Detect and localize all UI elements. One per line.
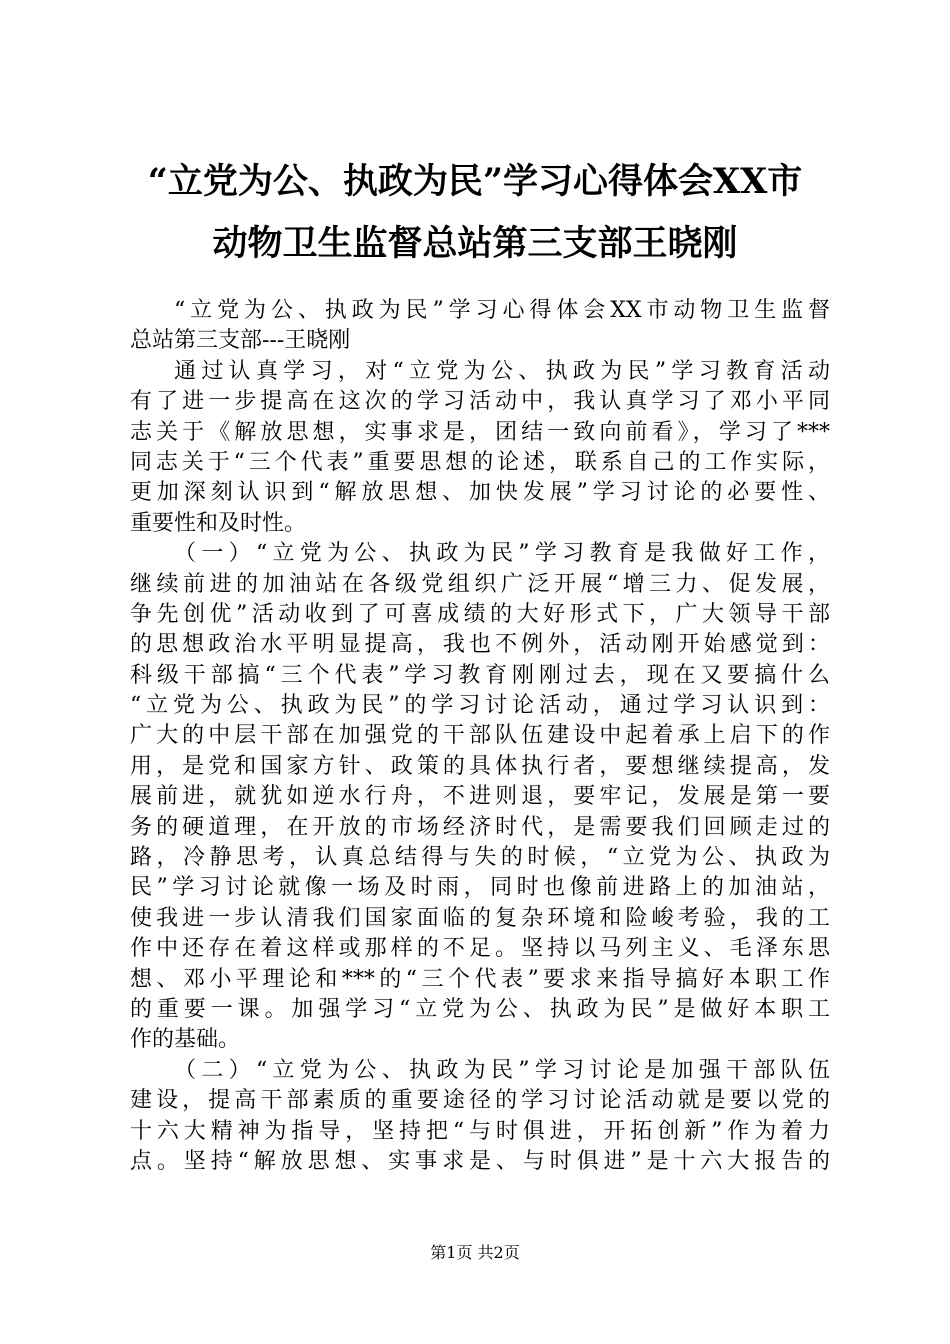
body-line: 民”学习讨论就像一场及时雨，同时也像前进路上的加油站，	[130, 875, 830, 901]
body-line: 点。坚持“解放思想、实事求是、与时俱进”是十六大报告的	[130, 1148, 830, 1174]
body-line: 想、邓小平理论和***的“三个代表”要求来指导搞好本职工作	[130, 966, 830, 992]
body-line: （二）“立党为公、执政为民”学习讨论是加强干部队伍	[174, 1057, 830, 1083]
body-line: 作中还存在着这样或那样的不足。坚持以马列主义、毛泽东思	[130, 936, 830, 962]
body-line: 争先创优”活动收到了可喜成绩的大好形式下，广大领导干部	[130, 601, 830, 627]
body-line: 通过认真学习，对“立党为公、执政为民”学习教育活动	[174, 358, 830, 384]
body-line: 使我进一步认清我们国家面临的复杂环境和险峻考验，我的工	[130, 905, 830, 931]
body-line: 重要性和及时性。	[130, 510, 307, 536]
page-number-footer: 第1页 共2页	[430, 1243, 520, 1262]
body-line: 务的硬道理，在开放的市场经济时代，是需要我们回顾走过的	[130, 814, 830, 840]
body-line: （一）“立党为公、执政为民”学习教育是我做好工作，	[174, 541, 830, 567]
body-line: 的重要一课。加强学习“立党为公、执政为民”是做好本职工	[130, 996, 830, 1022]
body-line: “立党为公、执政为民”学习心得体会XX市动物卫生监督	[174, 298, 830, 323]
body-line: 科级干部搞“三个代表”学习教育刚刚过去，现在又要搞什么	[130, 662, 830, 688]
body-line: “立党为公、执政为民”的学习讨论活动，通过学习认识到：	[130, 693, 830, 719]
body-line: 更加深刻认识到“解放思想、加快发展”学习讨论的必要性、	[130, 480, 830, 506]
body-line: 用，是党和国家方针、政策的具体执行者，要想继续提高，发	[130, 753, 830, 779]
body-line: 同志关于“三个代表”重要思想的论述，联系自己的工作实际，	[130, 449, 830, 475]
body-line: 的思想政治水平明显提高，我也不例外，活动刚开始感觉到：	[130, 632, 830, 658]
body-line: 有了进一步提高在这次的学习活动中，我认真学习了邓小平同	[130, 389, 830, 415]
body-line: 总站第三支部---王晓刚	[130, 328, 351, 354]
body-line: 展前进，就犹如逆水行舟，不进则退，要牢记，发展是第一要	[130, 784, 830, 810]
document-title-line-1: “立党为公、执政为民”学习心得体会XX市	[147, 161, 803, 202]
body-line: 十六大精神为指导，坚持把“与时俱进，开拓创新”作为着力	[130, 1118, 830, 1144]
body-line: 作的基础。	[130, 1027, 241, 1053]
body-line: 继续前进的加油站在各级党组织广泛开展“增三力、促发展，	[130, 571, 830, 597]
document-body	[130, 296, 830, 1177]
body-line: 广大的中层干部在加强党的干部队伍建设中起着承上启下的作	[130, 723, 830, 749]
body-line: 建设，提高干部素质的重要途径的学习讨论活动就是要以党的	[130, 1088, 830, 1114]
body-line: 志关于《解放思想，实事求是，团结一致向前看》，学习了***	[130, 419, 830, 445]
body-line: 路，冷静思考，认真总结得与失的时候，“立党为公、执政为	[130, 845, 830, 871]
document-title-line-2: 动物卫生监督总站第三支部王晓刚	[212, 223, 738, 264]
